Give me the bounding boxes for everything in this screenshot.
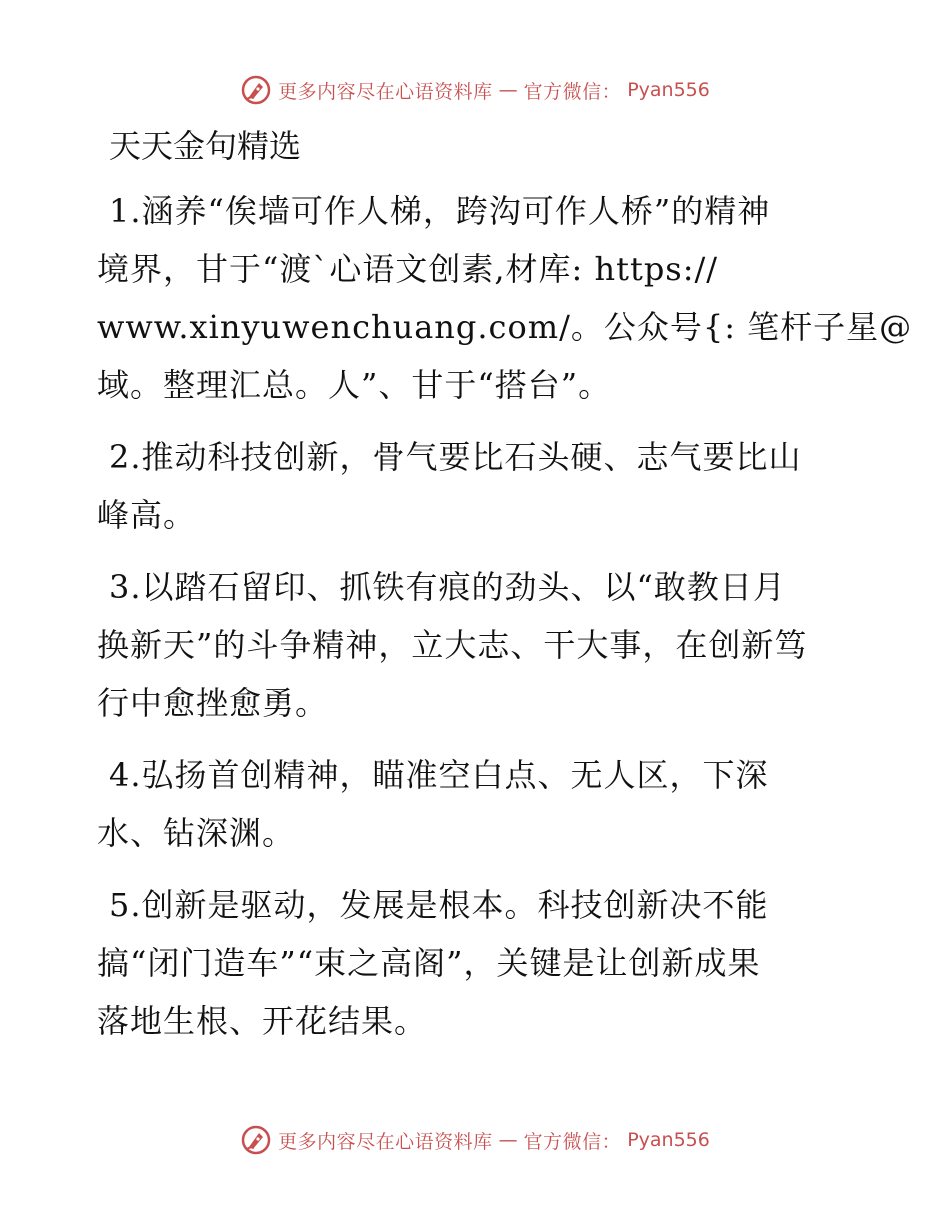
quote-paragraph-3 [97,558,857,732]
paragraph-line: 落地生根、开花结果。 [97,1002,428,1040]
pen-nib-circle-icon [240,1124,272,1156]
quote-paragraph-2 [97,428,857,544]
paragraph-line: www.xinyuwenchuang.com/。公众号{: 笔杆子星@ [97,308,913,346]
footer-dash: — [498,1129,518,1151]
paragraph-line: 水、钻深渊。 [97,814,296,852]
paragraph-line: 域。整理汇总。人”、甘于“搭台”。 [97,366,612,404]
footer-banner [0,1120,950,1160]
paragraph-line: 5.创新是驱动，发展是根本。科技创新决不能 [109,886,769,924]
footer-wechat-id: Pyan556 [627,1129,710,1151]
paragraph-line: 3.以踏石留印、抓铁有痕的劲头、以“敢教日月 [109,568,786,606]
paragraph-line: 1.涵养“俟墙可作人梯，跨沟可作人桥”的精神 [109,192,771,230]
paragraph-line: 4.弘扬首创精神，瞄准空白点、无人区，下深 [109,756,769,794]
header-wechat-id: Pyan556 [627,79,710,101]
paragraph-line: 峰高。 [97,496,197,534]
quote-paragraph-4 [97,746,857,862]
paragraph-line: 搞“闭门造车”“束之高阁”，关键是让创新成果 [97,944,761,982]
paragraph-line: 行中愈挫愈勇。 [97,684,329,722]
paragraph-line: 境界，甘于“渡`心语文创素,材库: https:// [97,250,719,288]
header-official-label: 官方微信： [523,80,622,103]
quote-paragraph-5 [97,876,857,1050]
pen-nib-circle-icon [240,74,272,106]
page-title: 天天金句精选 [109,127,302,165]
quote-paragraph-1 [97,182,913,414]
paragraph-line: 换新天”的斗争精神，立大志、干大事，在创新笃 [97,626,808,664]
document-body [97,120,913,1064]
header-dash: — [498,79,518,101]
header-banner [0,70,950,110]
footer-official-label: 官方微信： [523,1130,622,1153]
paragraph-line: 2.推动科技创新，骨气要比石头硬、志气要比山 [109,438,802,476]
header-brand-text: 更多内容尽在心语资料库 [278,80,493,103]
footer-brand-text: 更多内容尽在心语资料库 [278,1130,493,1153]
